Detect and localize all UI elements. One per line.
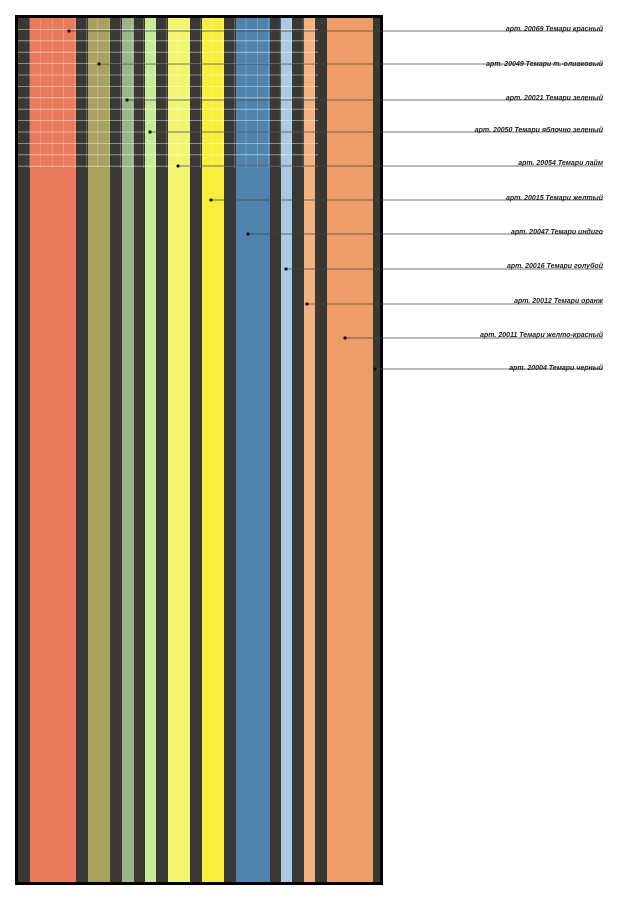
stripe-red [30, 18, 76, 882]
stripe-indigo [236, 18, 270, 882]
legend-label-yellow-red: арт. 20011 Темари желто-красный [480, 332, 603, 339]
stripe-lime [168, 18, 190, 882]
legend-label-indigo: арт. 20047 Темари индиго [510, 229, 603, 236]
legend-label-apple-green: арт. 20050 Темари яблочно зеленый [474, 127, 603, 134]
legend-label-lime: арт. 20054 Темари лайм [518, 160, 603, 167]
stripe-dark-olive [88, 18, 110, 882]
legend-label-red: арт. 20069 Темари красный [505, 26, 603, 33]
stripe-yellow-red [327, 18, 373, 882]
legend-label-light-blue: арт. 20016 Темари голубой [506, 263, 603, 270]
stripe-light-blue [281, 18, 292, 882]
stripe-apple-green [145, 18, 156, 882]
legend-label-black: арт. 20004 Темари черный [509, 365, 603, 372]
legend-label-orange: арт. 20012 Темари оранж [514, 298, 603, 305]
stripe-green [122, 18, 134, 882]
legend-label-yellow: арт. 20015 Темари желтый [505, 195, 603, 202]
stripe-yellow [202, 18, 224, 882]
legend-label-dark-olive: арт. 20049 Темари т.-оливковый [486, 61, 603, 68]
stripe-orange [304, 18, 315, 882]
stripe-pattern [15, 15, 383, 885]
legend-label-green: арт. 20021 Темари зеленый [505, 95, 603, 102]
